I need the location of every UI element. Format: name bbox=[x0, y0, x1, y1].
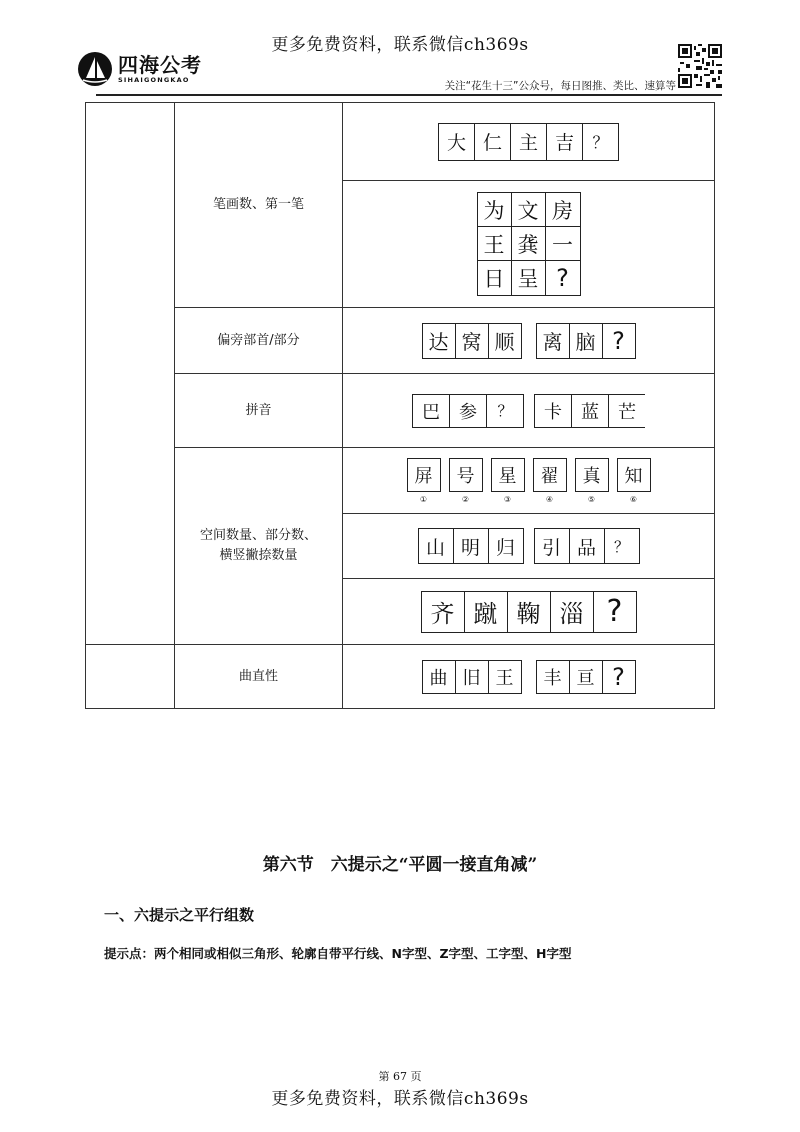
figure-cell bbox=[343, 645, 715, 709]
category-line: 横竖撇捺数量 bbox=[219, 548, 298, 563]
question-mark: ? bbox=[556, 264, 569, 292]
figure-strip bbox=[438, 123, 619, 161]
subsection-title: 一、六提示之平行组数 bbox=[104, 906, 255, 924]
figure-char: 曲 bbox=[423, 661, 456, 693]
figure-char: 引 bbox=[535, 529, 570, 563]
figure-char: 脑 bbox=[570, 324, 603, 358]
figure-grid bbox=[477, 192, 581, 296]
category-strokes: 笔画数、第一笔 bbox=[175, 103, 343, 308]
figure-char: 屏 bbox=[407, 458, 441, 492]
grid-char: 龚 bbox=[512, 227, 546, 261]
figure-char: 卡 bbox=[535, 395, 572, 427]
figure-char: 吉 bbox=[547, 124, 583, 160]
figure-strip bbox=[421, 591, 637, 633]
figure-strip bbox=[536, 323, 636, 359]
grid-char: 文 bbox=[512, 193, 546, 227]
table-left-cell bbox=[86, 645, 175, 709]
figure-char: 窝 bbox=[456, 324, 489, 358]
grid-char: 为 bbox=[478, 193, 512, 227]
figure-char: 蹴 bbox=[465, 592, 508, 632]
figure-cell bbox=[343, 579, 715, 645]
figure-cell bbox=[343, 103, 715, 181]
question-mark: ？ bbox=[592, 133, 609, 152]
header-slogan: 关注“花生十三”公众号，每日图推、类比、速算等 bbox=[444, 80, 676, 92]
category-pinyin: 拼音 bbox=[175, 374, 343, 448]
figure-char: 淄 bbox=[551, 592, 594, 632]
figure-char: 蓝 bbox=[572, 395, 609, 427]
figure-char: 旧 bbox=[456, 661, 489, 693]
figure-strip bbox=[422, 660, 522, 694]
logo-chinese-name: 四海公考 bbox=[118, 53, 202, 77]
category-line: 空间数量、部分数、 bbox=[199, 528, 317, 543]
grid-char: 呈 bbox=[512, 261, 546, 295]
grid-char: 房 bbox=[546, 193, 580, 227]
sailboat-logo-icon bbox=[78, 52, 112, 86]
figure-char: 真 bbox=[575, 458, 609, 492]
figure-cell bbox=[343, 514, 715, 579]
figure-strip bbox=[412, 394, 524, 428]
figure-char: 丰 bbox=[537, 661, 570, 693]
figure-char: 星 bbox=[491, 458, 525, 492]
question-mark: ? bbox=[612, 662, 625, 691]
figure-char: 仁 bbox=[475, 124, 511, 160]
grid-char: 王 bbox=[478, 227, 512, 261]
figure-cell bbox=[343, 308, 715, 374]
section-title: 第六节 六提示之“平圆一接直角减” bbox=[262, 855, 538, 875]
category-radicals: 偏旁部首/部分 bbox=[175, 308, 343, 374]
brand-logo bbox=[78, 52, 202, 86]
qr-code-icon bbox=[678, 44, 722, 88]
figure-char: 山 bbox=[419, 529, 454, 563]
option-number: ⑥ bbox=[629, 494, 638, 504]
question-mark: ? bbox=[606, 594, 623, 629]
figure-char: 亘 bbox=[570, 661, 603, 693]
logo-english-name: SIHAIGONGKAO bbox=[118, 76, 190, 84]
figure-char: 号 bbox=[449, 458, 483, 492]
character-rules-table bbox=[85, 102, 715, 709]
figure-char: 知 bbox=[617, 458, 651, 492]
figure-char: 品 bbox=[570, 529, 605, 563]
option-number: ⑤ bbox=[587, 494, 596, 504]
figure-char: 翟 bbox=[533, 458, 567, 492]
option-number: ④ bbox=[545, 494, 554, 504]
figure-cell bbox=[343, 448, 715, 514]
numbered-chars bbox=[407, 458, 651, 504]
figure-cell bbox=[343, 181, 715, 308]
figure-char: 王 bbox=[495, 667, 514, 689]
bottom-banner: 更多免费资料，联系微信ch369s bbox=[271, 1089, 529, 1109]
figure-cell bbox=[343, 374, 715, 448]
figure-char: 大 bbox=[439, 124, 475, 160]
header-rule bbox=[96, 94, 722, 96]
figure-char: 归 bbox=[495, 536, 515, 559]
figure-char: 鞠 bbox=[508, 592, 551, 632]
grid-char: 日 bbox=[478, 261, 512, 295]
figure-char: 参 bbox=[450, 395, 487, 427]
category-curvature: 曲直性 bbox=[175, 645, 343, 709]
page-number: 第 67 页 bbox=[378, 1070, 422, 1083]
figure-char: 主 bbox=[511, 124, 547, 160]
figure-char: 齐 bbox=[422, 592, 465, 632]
question-mark: ? bbox=[612, 326, 625, 355]
figure-char: 离 bbox=[537, 324, 570, 358]
option-number: ② bbox=[461, 494, 470, 504]
category-spatial-count bbox=[175, 448, 343, 645]
figure-char: 芒 bbox=[618, 401, 636, 423]
question-mark: ？ bbox=[497, 402, 513, 420]
figure-char: 顺 bbox=[494, 330, 515, 354]
hint-text: 提示点：两个相同或相似三角形、轮廓自带平行线、N字型、Z字型、工字型、H字型 bbox=[104, 946, 572, 961]
option-number: ① bbox=[419, 494, 428, 504]
figure-strip bbox=[536, 660, 636, 694]
top-banner: 更多免费资料，联系微信ch369s bbox=[271, 35, 529, 55]
figure-strip bbox=[422, 323, 522, 359]
figure-strip bbox=[534, 528, 640, 564]
grid-char: 一 bbox=[546, 227, 580, 261]
figure-char: 巴 bbox=[413, 395, 450, 427]
figure-strip bbox=[534, 394, 645, 428]
option-number: ③ bbox=[503, 494, 512, 504]
figure-strip bbox=[418, 528, 524, 564]
figure-char: 达 bbox=[423, 324, 456, 358]
question-mark: ？ bbox=[613, 537, 629, 556]
table-left-cell bbox=[86, 103, 175, 645]
figure-char: 明 bbox=[454, 529, 489, 563]
